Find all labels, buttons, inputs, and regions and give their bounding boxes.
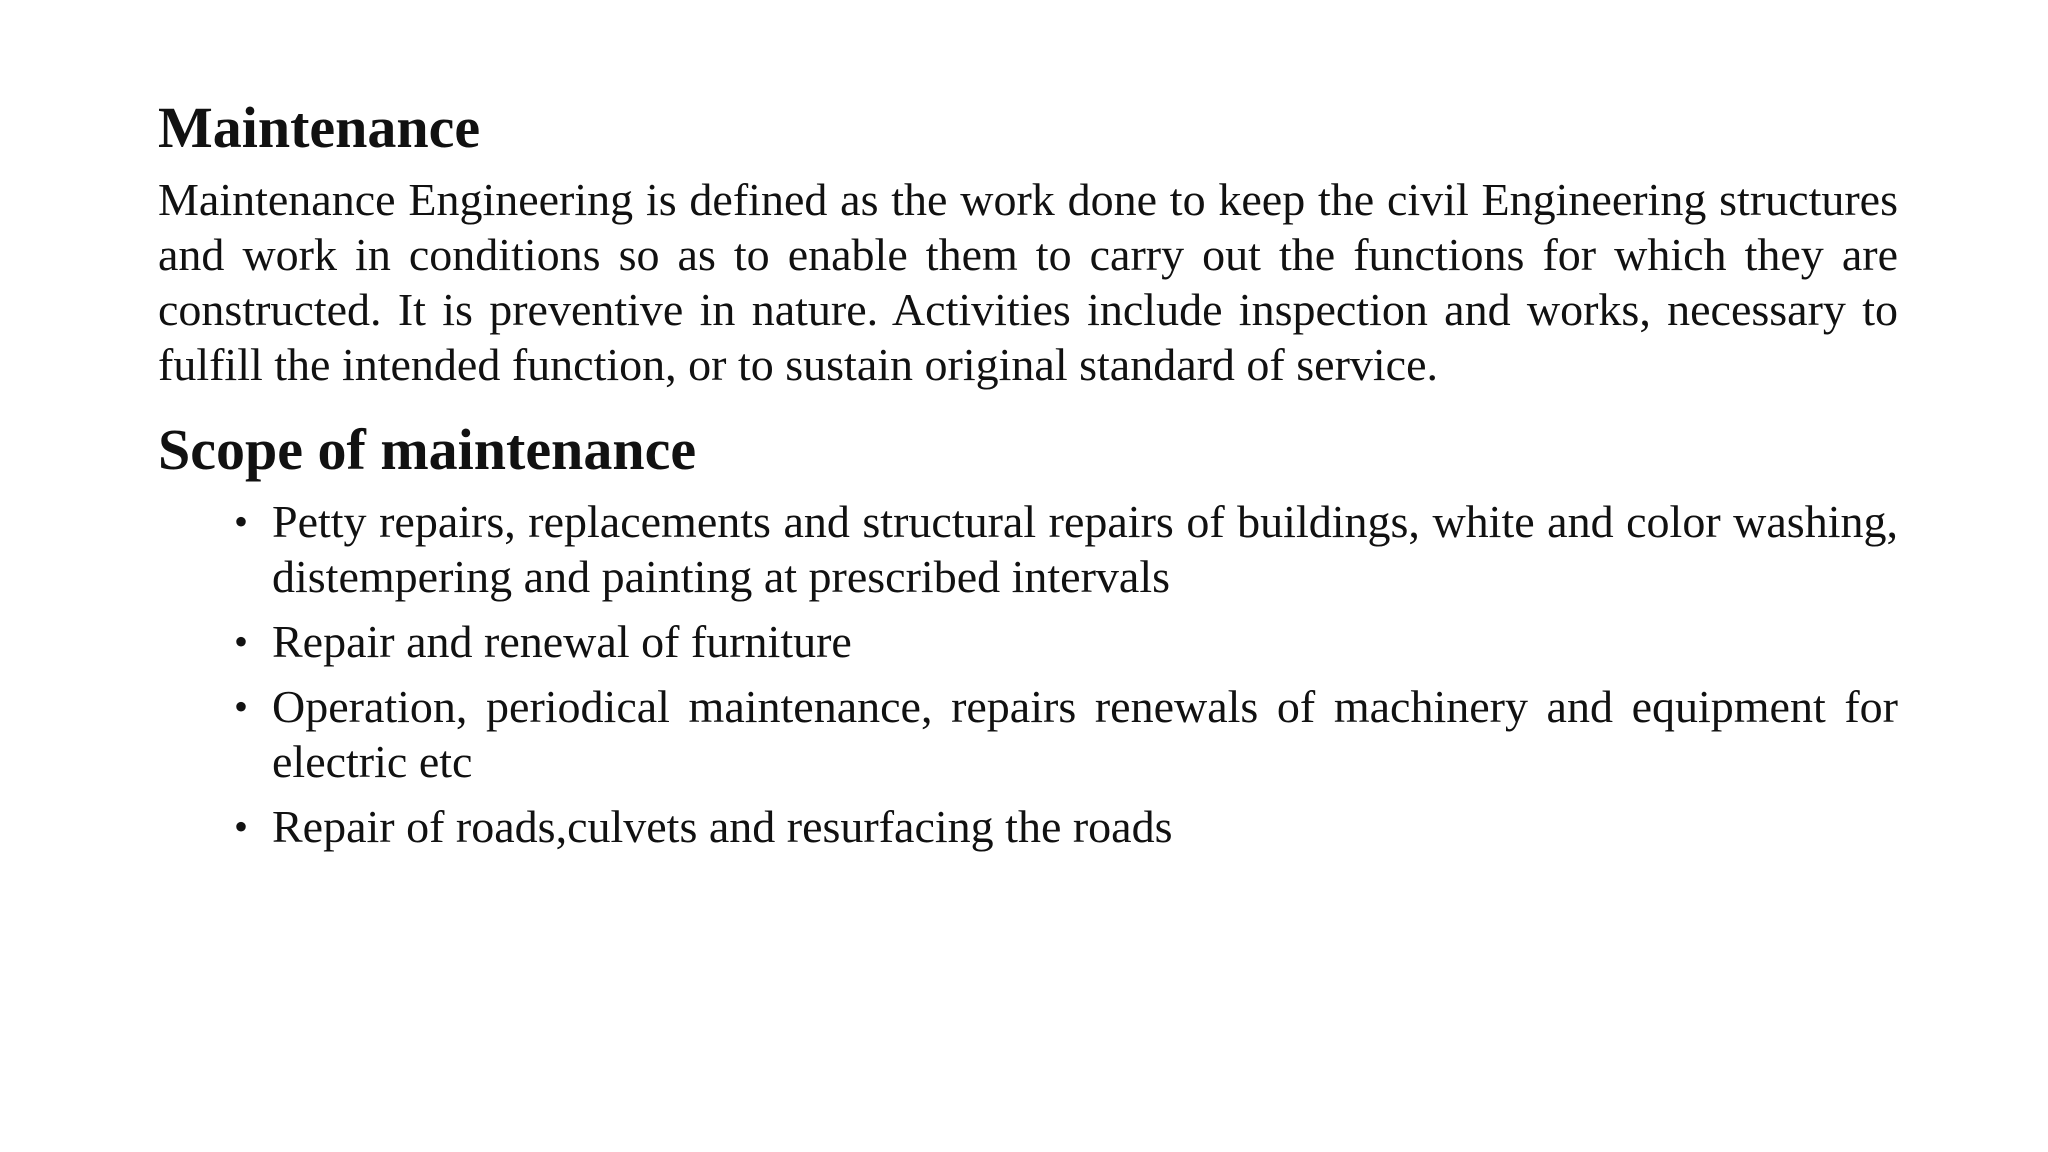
list-item-text: Repair of roads,culvets and resurfacing the roads [272, 801, 1173, 852]
definition-paragraph: Maintenance Engineering is defined as the work done to keep the civil Engineering structures and work in conditions so as to enable them to carry out the functions for which they are constructed. It is preventive in nature. Activities include inspection and works, necessary to fulfill the intended function, or to sustain original standard of service. [158, 174, 1898, 390]
list-item [158, 614, 1898, 669]
bullet-icon: • [234, 499, 249, 544]
list-item [158, 799, 1898, 854]
page-title: Maintenance [158, 95, 481, 160]
scope-heading: Scope of maintenance [158, 417, 697, 482]
slide-content [158, 92, 1898, 864]
bullet-icon: • [234, 804, 249, 849]
scope-list [158, 494, 1898, 854]
list-item [158, 494, 1898, 604]
list-item-text: Operation, periodical maintenance, repairs renewals of machinery and equipment for electric etc [272, 681, 1898, 787]
list-item [158, 679, 1898, 789]
bullet-icon: • [234, 619, 249, 664]
list-item-text: Petty repairs, replacements and structural repairs of buildings, white and color washing, distempering and painting at prescribed intervals [272, 496, 1898, 602]
list-item-text: Repair and renewal of furniture [272, 616, 852, 667]
bullet-icon: • [234, 684, 249, 729]
